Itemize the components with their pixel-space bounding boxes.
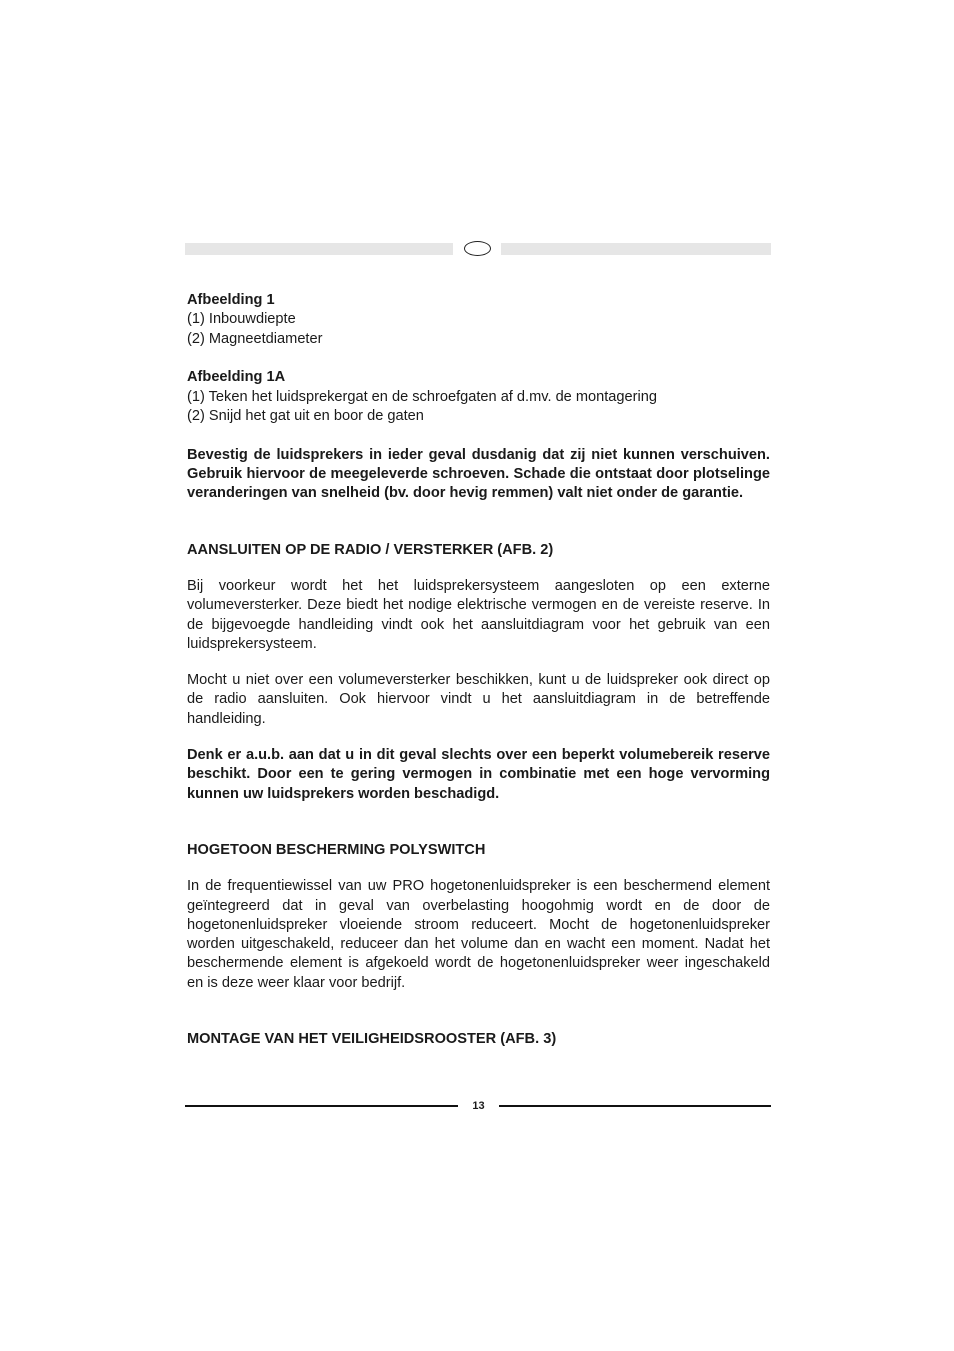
connect-paragraph-2: Mocht u niet over een volumeversterker beschikken, kunt u de luidspreker ook direct op de radio aansluiten. Ook hiervoor vindt u het aansluitdiagram in de betreffende handleiding.: [187, 672, 770, 727]
fig1-item: (1) Inbouwdiepte: [187, 311, 296, 328]
polyswitch-paragraph: In de frequentiewissel van uw PRO hogetonenluidspreker is een beschermend element geïntegreerd dat in geval van overbelasting hoogohmig wordt en de door de hogetonenluidspreker vloeiende stroom reduceert. Mocht de hogetonenluidspreker worden uitgeschakeld, reduceer dan het volume dan en wacht een moment. Nadat het beschermende element is afgekoeld wordt de hogetonenluidspreker weer ingeschakeld en is deze weer klaar voor bedrijf.: [187, 878, 770, 991]
connect-warning: Denk er a.u.b. aan dat u in dit geval slechts over een beperkt volumebereik reserve beschikt. Door een te gering vermogen in combinatie met een hoge vervorming kunnen uw luidsprekers worden beschadigd.: [187, 747, 770, 802]
section-heading-connect: AANSLUITEN OP DE RADIO / VERSTERKER (AFB. 2): [187, 541, 554, 558]
fig1-item: (2) Magneetdiameter: [187, 330, 323, 347]
section-heading-grille: MONTAGE VAN HET VEILIGHEIDSROOSTER (AFB. 3): [187, 1031, 557, 1048]
footer-line-right: [499, 1105, 771, 1107]
section-heading-polyswitch: HOGETOON BESCHERMING POLYSWITCH: [187, 841, 486, 858]
header-bar-right: [501, 243, 771, 255]
connect-paragraph-1: Bij voorkeur wordt het het luidsprekersysteem aangesloten op een externe volumeversterker. Deze biedt het nodige elektrische vermogen en de vereiste reserve. In de bijgevoegde handleiding vindt ook het aansluitdiagram voor het gebruik van een luidsprekersysteem.: [187, 577, 770, 652]
page-content: [187, 291, 770, 1049]
footer-line-left: [185, 1105, 458, 1107]
fig1a-title: Afbeelding 1A: [187, 369, 286, 386]
fig1a-item: (1) Teken het luidsprekergat en de schroefgaten af d.mv. de montagering: [187, 388, 657, 405]
fig1-title: Afbeelding 1: [187, 292, 275, 308]
header-bar-left: [185, 243, 453, 255]
mounting-warning: Bevestig de luidsprekers in ieder geval dusdanig dat zij niet kunnen verschuiven. Gebruik hiervoor de meegeleverde schroeven. Schade die ontstaat door plotselinge veranderingen van snelheid (bv. door hevig remmen) valt niet onder de garantie.: [187, 446, 770, 502]
language-oval-icon: [464, 241, 491, 256]
fig1a-item: (2) Snijd het gat uit en boor de gaten: [187, 407, 424, 424]
page-number: 13: [472, 1100, 485, 1112]
